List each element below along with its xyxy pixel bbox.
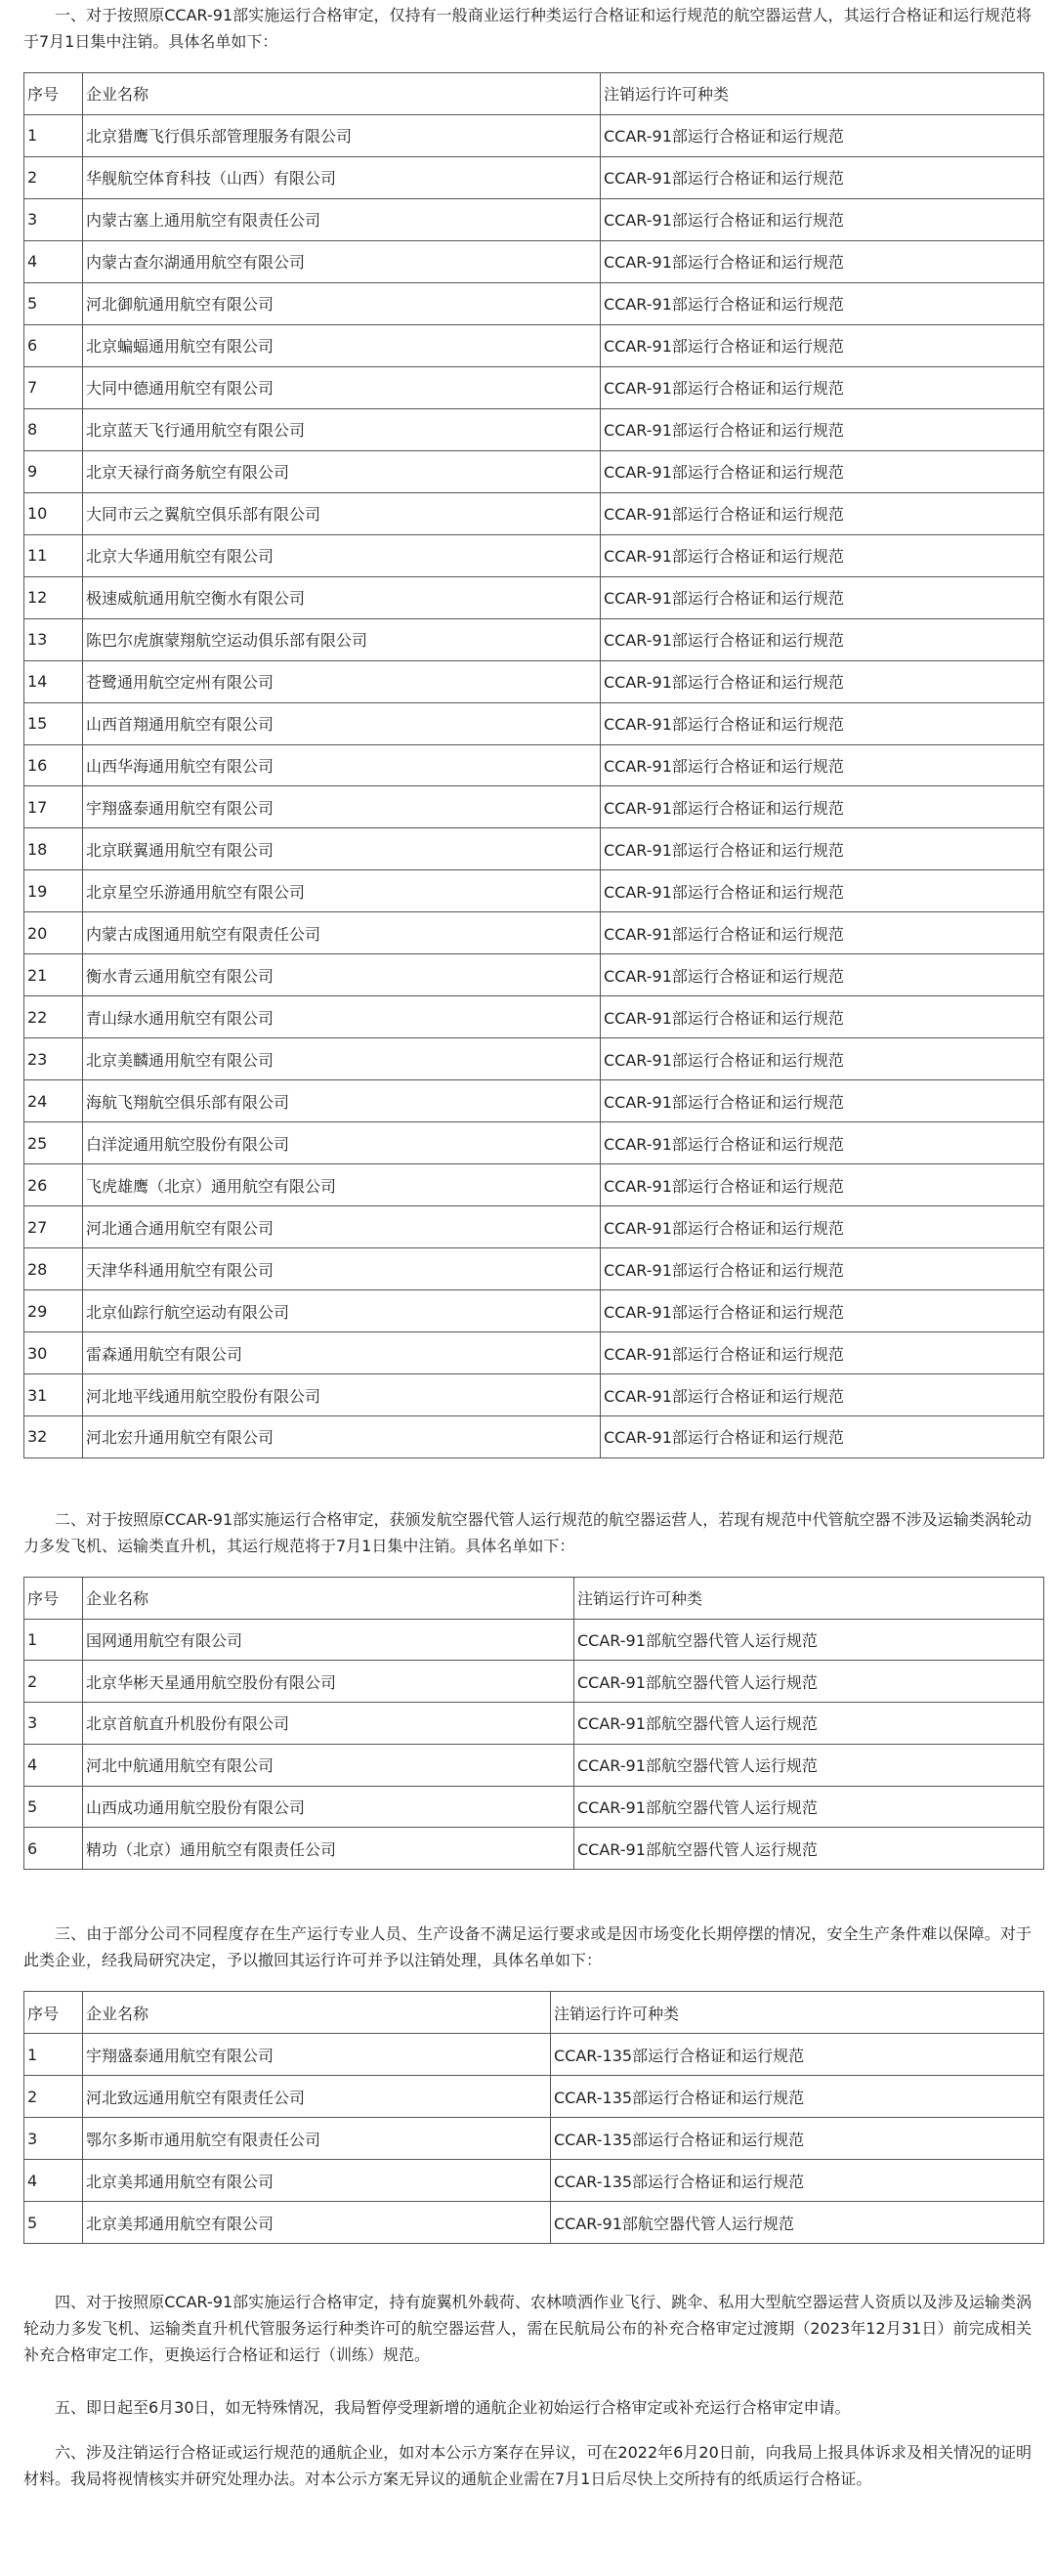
company-name: 精功（北京）通用航空有限责任公司 — [83, 1828, 574, 1870]
row-index: 4 — [24, 2160, 83, 2202]
table-row — [24, 954, 1044, 996]
row-index: 1 — [24, 2034, 83, 2076]
table-row — [24, 912, 1044, 954]
header-license-type: 注销运行许可种类 — [601, 73, 1044, 115]
table-row — [24, 1374, 1044, 1416]
company-name: 北京美邦通用航空有限公司 — [83, 2202, 551, 2244]
deregistration-table-3 — [23, 1991, 1044, 2244]
company-name: 山西华海通用航空有限公司 — [83, 744, 601, 786]
row-index: 9 — [24, 450, 83, 492]
table-row — [24, 492, 1044, 534]
row-index: 6 — [24, 324, 83, 366]
company-name: 北京星空乐游通用航空有限公司 — [83, 870, 601, 912]
table-row — [24, 408, 1044, 450]
company-name: 河北通合通用航空有限公司 — [83, 1206, 601, 1248]
table-header-row — [24, 1578, 1044, 1620]
license-type: CCAR-91部运行合格证和运行规范 — [601, 702, 1044, 744]
company-name: 北京猎鹰飞行俱乐部管理服务有限公司 — [83, 114, 601, 156]
row-index: 21 — [24, 954, 83, 996]
section5-paragraph: 五、即日起至6月30日，如无特殊情况，我局暂停受理新增的通航企业初始运行合格审定或补充运行合格审定申请。 — [55, 2398, 851, 2417]
header-index: 序号 — [24, 1578, 83, 1620]
table-row — [24, 1038, 1044, 1080]
table-row — [24, 1661, 1044, 1703]
company-name: 海航飞翔航空俱乐部有限公司 — [83, 1080, 601, 1122]
row-index: 30 — [24, 1332, 83, 1374]
row-index: 12 — [24, 576, 83, 618]
section3-intro: 三、由于部分公司不同程度存在生产运行专业人员、生产设备不满足运行要求或是因市场变化长期停摆的情况，安全生产条件难以保障。对于此类企业，经我局研究决定，予以撤回其运行许可并予以注销处理，具体名单如下： — [23, 1924, 1032, 1969]
table-row — [24, 828, 1044, 870]
license-type: CCAR-91部运行合格证和运行规范 — [601, 324, 1044, 366]
license-type: CCAR-91部运行合格证和运行规范 — [601, 366, 1044, 408]
row-index: 20 — [24, 912, 83, 954]
table-row — [24, 870, 1044, 912]
company-name: 白洋淀通用航空股份有限公司 — [83, 1122, 601, 1164]
table-row — [24, 156, 1044, 198]
company-name: 河北御航通用航空有限公司 — [83, 282, 601, 324]
license-type: CCAR-91部运行合格证和运行规范 — [601, 240, 1044, 282]
table-row — [24, 996, 1044, 1038]
header-company: 企业名称 — [83, 1578, 574, 1620]
license-type: CCAR-91部运行合格证和运行规范 — [601, 1290, 1044, 1332]
row-index: 16 — [24, 744, 83, 786]
row-index: 8 — [24, 408, 83, 450]
header-company: 企业名称 — [83, 1992, 551, 2034]
company-name: 雷森通用航空有限公司 — [83, 1332, 601, 1374]
company-name: 北京美麟通用航空有限公司 — [83, 1038, 601, 1080]
table-row — [24, 702, 1044, 744]
table-row — [24, 2034, 1044, 2076]
row-index: 5 — [24, 1786, 83, 1828]
company-name: 河北中航通用航空有限公司 — [83, 1744, 574, 1786]
company-name: 北京天禄行商务航空有限公司 — [83, 450, 601, 492]
license-type: CCAR-91部运行合格证和运行规范 — [601, 912, 1044, 954]
license-type: CCAR-135部运行合格证和运行规范 — [551, 2160, 1044, 2202]
company-name: 河北地平线通用航空股份有限公司 — [83, 1374, 601, 1416]
license-type: CCAR-91部运行合格证和运行规范 — [601, 492, 1044, 534]
license-type: CCAR-91部运行合格证和运行规范 — [601, 282, 1044, 324]
company-name: 北京大华通用航空有限公司 — [83, 534, 601, 576]
row-index: 1 — [24, 1619, 83, 1661]
table-row — [24, 240, 1044, 282]
license-type: CCAR-91部运行合格证和运行规范 — [601, 1206, 1044, 1248]
table-row — [24, 1122, 1044, 1164]
table-row — [24, 786, 1044, 828]
table-row — [24, 1703, 1044, 1745]
company-name: 青山绿水通用航空有限公司 — [83, 996, 601, 1038]
license-type: CCAR-91部航空器代管人运行规范 — [574, 1619, 1044, 1661]
row-index: 17 — [24, 786, 83, 828]
license-type: CCAR-91部运行合格证和运行规范 — [601, 114, 1044, 156]
row-index: 3 — [24, 198, 83, 240]
company-name: 宇翔盛泰通用航空有限公司 — [83, 786, 601, 828]
company-name: 内蒙古查尔湖通用航空有限公司 — [83, 240, 601, 282]
row-index: 6 — [24, 1828, 83, 1870]
table-row — [24, 1290, 1044, 1332]
license-type: CCAR-91部运行合格证和运行规范 — [601, 1374, 1044, 1416]
company-name: 北京联翼通用航空有限公司 — [83, 828, 601, 870]
header-license-type: 注销运行许可种类 — [551, 1992, 1044, 2034]
license-type: CCAR-91部运行合格证和运行规范 — [601, 408, 1044, 450]
company-name: 北京蓝天飞行通用航空有限公司 — [83, 408, 601, 450]
table-row — [24, 450, 1044, 492]
table-row — [24, 198, 1044, 240]
table-row — [24, 660, 1044, 702]
table-header-row — [24, 73, 1044, 115]
table-row — [24, 2160, 1044, 2202]
company-name: 内蒙古成图通用航空有限责任公司 — [83, 912, 601, 954]
row-index: 29 — [24, 1290, 83, 1332]
license-type: CCAR-91部运行合格证和运行规范 — [601, 1332, 1044, 1374]
license-type: CCAR-91部航空器代管人运行规范 — [574, 1786, 1044, 1828]
license-type: CCAR-91部航空器代管人运行规范 — [574, 1703, 1044, 1745]
license-type: CCAR-91部运行合格证和运行规范 — [601, 1416, 1044, 1458]
table-row — [24, 2118, 1044, 2160]
license-type: CCAR-91部航空器代管人运行规范 — [574, 1744, 1044, 1786]
license-type: CCAR-91部运行合格证和运行规范 — [601, 660, 1044, 702]
company-name: 北京蝙蝠通用航空有限公司 — [83, 324, 601, 366]
section2-intro: 二、对于按照原CCAR-91部实施运行合格审定，获颁发航空器代管人运行规范的航空器运营人，若现有规范中代管航空器不涉及运输类涡轮动力多发飞机、运输类直升机，其运行规范将于7月1日集中注销。具体名单如下： — [23, 1510, 1032, 1555]
table-row — [24, 1828, 1044, 1870]
company-name: 北京仙踪行航空运动有限公司 — [83, 1290, 601, 1332]
table-row — [24, 366, 1044, 408]
company-name: 衡水青云通用航空有限公司 — [83, 954, 601, 996]
table-row — [24, 114, 1044, 156]
company-name: 华舰航空体育科技（山西）有限公司 — [83, 156, 601, 198]
license-type: CCAR-91部运行合格证和运行规范 — [601, 744, 1044, 786]
license-type: CCAR-91部运行合格证和运行规范 — [601, 954, 1044, 996]
row-index: 15 — [24, 702, 83, 744]
license-type: CCAR-91部运行合格证和运行规范 — [601, 870, 1044, 912]
table-row — [24, 1786, 1044, 1828]
table-row — [24, 2076, 1044, 2118]
section6-paragraph: 六、涉及注销运行合格证或运行规范的通航企业，如对本公示方案存在异议，可在2022年6月20日前，向我局上报具体诉求及相关情况的证明材料。我局将视情核实并研究处理办法。对本公示方案无异议的通航企业需在7月1日后尽快上交所持有的纸质运行合格证。 — [23, 2443, 1032, 2488]
table-row — [24, 1332, 1044, 1374]
company-name: 鄂尔多斯市通用航空有限责任公司 — [83, 2118, 551, 2160]
table-row — [24, 618, 1044, 660]
company-name: 陈巴尔虎旗蒙翔航空运动俱乐部有限公司 — [83, 618, 601, 660]
row-index: 25 — [24, 1122, 83, 1164]
company-name: 河北宏升通用航空有限公司 — [83, 1416, 601, 1458]
header-index: 序号 — [24, 73, 83, 115]
company-name: 北京首航直升机股份有限公司 — [83, 1703, 574, 1745]
license-type: CCAR-91部运行合格证和运行规范 — [601, 450, 1044, 492]
row-index: 10 — [24, 492, 83, 534]
table-row — [24, 324, 1044, 366]
license-type: CCAR-91部运行合格证和运行规范 — [601, 534, 1044, 576]
row-index: 13 — [24, 618, 83, 660]
row-index: 3 — [24, 1703, 83, 1745]
row-index: 2 — [24, 2076, 83, 2118]
row-index: 2 — [24, 1661, 83, 1703]
table-header-row — [24, 1992, 1044, 2034]
company-name: 极速威航通用航空衡水有限公司 — [83, 576, 601, 618]
license-type: CCAR-135部运行合格证和运行规范 — [551, 2118, 1044, 2160]
header-index: 序号 — [24, 1992, 83, 2034]
row-index: 5 — [24, 282, 83, 324]
table-row — [24, 534, 1044, 576]
license-type: CCAR-91部运行合格证和运行规范 — [601, 1122, 1044, 1164]
license-type: CCAR-91部航空器代管人运行规范 — [574, 1661, 1044, 1703]
license-type: CCAR-135部运行合格证和运行规范 — [551, 2076, 1044, 2118]
row-index: 22 — [24, 996, 83, 1038]
header-company: 企业名称 — [83, 73, 601, 115]
row-index: 1 — [24, 114, 83, 156]
license-type: CCAR-91部运行合格证和运行规范 — [601, 156, 1044, 198]
deregistration-table-2 — [23, 1577, 1044, 1870]
row-index: 5 — [24, 2202, 83, 2244]
company-name: 天津华科通用航空有限公司 — [83, 1248, 601, 1290]
company-name: 山西首翔通用航空有限公司 — [83, 702, 601, 744]
row-index: 18 — [24, 828, 83, 870]
table-row — [24, 1206, 1044, 1248]
section1-intro: 一、对于按照原CCAR-91部实施运行合格审定，仅持有一般商业运行种类运行合格证和运行规范的航空器运营人，其运行合格证和运行规范将于7月1日集中注销。具体名单如下： — [23, 6, 1032, 51]
license-type: CCAR-91部运行合格证和运行规范 — [601, 828, 1044, 870]
table-row — [24, 282, 1044, 324]
row-index: 14 — [24, 660, 83, 702]
row-index: 28 — [24, 1248, 83, 1290]
company-name: 苍鹭通用航空定州有限公司 — [83, 660, 601, 702]
license-type: CCAR-91部运行合格证和运行规范 — [601, 1164, 1044, 1206]
row-index: 19 — [24, 870, 83, 912]
license-type: CCAR-91部运行合格证和运行规范 — [601, 786, 1044, 828]
company-name: 北京美邦通用航空有限公司 — [83, 2160, 551, 2202]
license-type: CCAR-91部运行合格证和运行规范 — [601, 618, 1044, 660]
license-type: CCAR-91部航空器代管人运行规范 — [551, 2202, 1044, 2244]
license-type: CCAR-91部运行合格证和运行规范 — [601, 576, 1044, 618]
row-index: 7 — [24, 366, 83, 408]
table-row — [24, 2202, 1044, 2244]
table-row — [24, 1080, 1044, 1122]
license-type: CCAR-91部运行合格证和运行规范 — [601, 996, 1044, 1038]
row-index: 4 — [24, 240, 83, 282]
table-row — [24, 744, 1044, 786]
row-index: 23 — [24, 1038, 83, 1080]
company-name: 大同中德通用航空有限公司 — [83, 366, 601, 408]
row-index: 31 — [24, 1374, 83, 1416]
license-type: CCAR-91部运行合格证和运行规范 — [601, 1248, 1044, 1290]
row-index: 4 — [24, 1744, 83, 1786]
company-name: 飞虎雄鹰（北京）通用航空有限公司 — [83, 1164, 601, 1206]
company-name: 国网通用航空有限公司 — [83, 1619, 574, 1661]
license-type: CCAR-91部航空器代管人运行规范 — [574, 1828, 1044, 1870]
row-index: 26 — [24, 1164, 83, 1206]
row-index: 11 — [24, 534, 83, 576]
license-type: CCAR-91部运行合格证和运行规范 — [601, 1080, 1044, 1122]
row-index: 32 — [24, 1416, 83, 1458]
row-index: 3 — [24, 2118, 83, 2160]
table-row — [24, 1164, 1044, 1206]
company-name: 山西成功通用航空股份有限公司 — [83, 1786, 574, 1828]
license-type: CCAR-91部运行合格证和运行规范 — [601, 1038, 1044, 1080]
table-row — [24, 1248, 1044, 1290]
table-row — [24, 576, 1044, 618]
company-name: 宇翔盛泰通用航空有限公司 — [83, 2034, 551, 2076]
company-name: 内蒙古塞上通用航空有限责任公司 — [83, 198, 601, 240]
license-type: CCAR-91部运行合格证和运行规范 — [601, 198, 1044, 240]
row-index: 2 — [24, 156, 83, 198]
company-name: 北京华彬天星通用航空股份有限公司 — [83, 1661, 574, 1703]
deregistration-table-1 — [23, 72, 1044, 1458]
header-license-type: 注销运行许可种类 — [574, 1578, 1044, 1620]
section4-paragraph: 四、对于按照原CCAR-91部实施运行合格审定，持有旋翼机外载荷、农林喷洒作业飞行、跳伞、私用大型航空器运营人资质以及涉及运输类涡轮动力多发飞机、运输类直升机代管服务运行种类许可的航空器运营人，需在民航局公布的补充合格审定过渡期（2023年12月31日）前完成相关补充合格审定工作，更换运行合格证和运行（训练）规范。 — [23, 2293, 1032, 2364]
row-index: 24 — [24, 1080, 83, 1122]
row-index: 27 — [24, 1206, 83, 1248]
company-name: 河北致远通用航空有限责任公司 — [83, 2076, 551, 2118]
company-name: 大同市云之翼航空俱乐部有限公司 — [83, 492, 601, 534]
table-row — [24, 1416, 1044, 1458]
license-type: CCAR-135部运行合格证和运行规范 — [551, 2034, 1044, 2076]
table-row — [24, 1744, 1044, 1786]
table-row — [24, 1619, 1044, 1661]
